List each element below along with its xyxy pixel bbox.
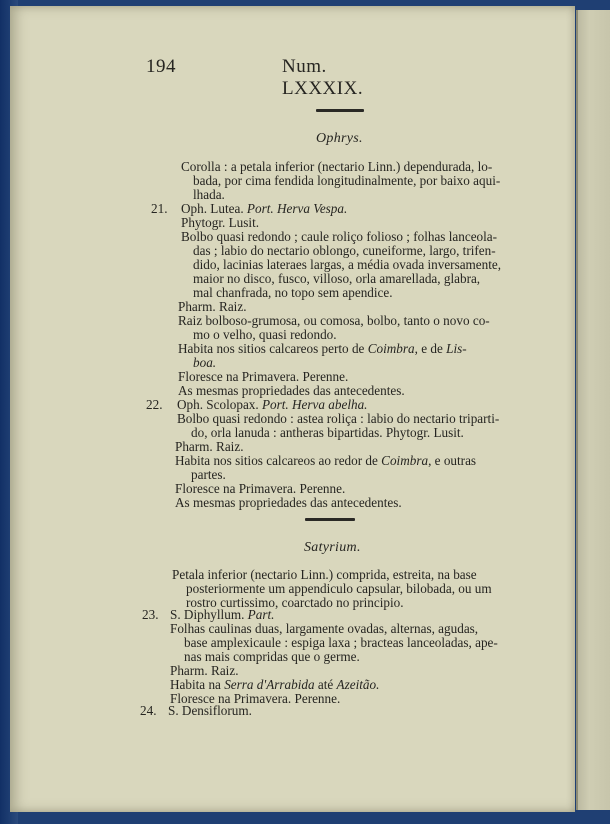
species-name: Oph. Scolopax. <box>177 397 259 412</box>
species-text-line: Phytogr. Lusit. <box>181 215 260 230</box>
page-number: 194 <box>146 56 176 77</box>
species-text-line: As mesmas propriedades das antecedentes. <box>175 495 402 510</box>
genus-description-line: bada, por cima fendida longitudinalmente, por baixo aqui- <box>193 173 501 188</box>
species-text-line: Bolbo quasi redondo : astea roliça : labio do nectario triparti- <box>177 411 500 426</box>
place-name: Coimbra <box>367 341 415 356</box>
common-name: Herva abelha. <box>292 397 368 412</box>
port-label: Port. <box>261 397 289 412</box>
port-label: Port. <box>246 201 274 216</box>
species-text-line: dido, lacinias lateraes largas, a média ovada inversamente, <box>193 257 502 272</box>
common-name: Herva Vespa. <box>276 201 348 216</box>
section-divider <box>316 109 364 112</box>
species-text-line: Pharm. Raiz. <box>170 663 239 678</box>
habitat-line: Habita nos sitios calcareos ao redor de Coimbra, e outras <box>175 453 477 468</box>
page-header <box>146 56 406 99</box>
species-entry-heading <box>168 703 252 718</box>
species-text-line: do, orla lanuda : antheras bipartidas. Phytogr. Lusit. <box>191 425 464 440</box>
genus-description-line: posteriormente um appendiculo capsular, bilobada, ou um <box>186 581 492 596</box>
species-text-line: das ; labio do nectario oblongo, cuneiforme, largo, trifen- <box>193 243 496 258</box>
genus-heading-ophrys: Ophrys. <box>316 131 363 146</box>
facing-page-edge <box>576 10 610 810</box>
species-entry-heading <box>170 607 274 622</box>
habitat-line: Habita na Serra d'Arrabida até Azeitão. <box>170 677 380 692</box>
species-text-line: mal chanfrada, no topo sem apendice. <box>193 285 393 300</box>
species-text-line: base amplexicaule : espiga laxa ; bracteas lanceoladas, ape- <box>184 635 498 650</box>
species-number: 21. <box>151 201 168 216</box>
species-text-line: Floresce na Primavera. Perenne. <box>175 481 346 496</box>
species-name: S. Diphyllum. <box>170 607 245 622</box>
port-label: Part. <box>247 607 275 622</box>
habitat-continuation: partes. <box>191 467 226 482</box>
species-entry-heading <box>181 201 347 216</box>
species-name: S. Densiflorum. <box>168 703 252 718</box>
species-number: 22. <box>146 397 163 412</box>
place-name: Lis- <box>446 341 467 356</box>
species-text-line: maior no disco, fusco, villoso, orla amarellada, glabra, <box>193 271 481 286</box>
section-divider <box>305 518 355 521</box>
place-name: Coimbra <box>381 453 429 468</box>
species-text-line: As mesmas propriedades das antecedentes. <box>178 383 405 398</box>
species-text-line: Floresce na Primavera. Perenne. <box>178 369 349 384</box>
genus-description-line: rostro curtissimo, coarctado no principio. <box>186 595 404 610</box>
genus-heading-satyrium: Satyrium. <box>304 540 361 555</box>
species-text-line: Raiz bolboso-grumosa, ou comosa, bolbo, tanto o novo co- <box>178 313 490 328</box>
place-name-continuation: boa. <box>193 355 217 370</box>
genus-description-line: Petala inferior (nectario Linn.) comprida, estreita, na base <box>172 567 477 582</box>
place-name: Azeitão. <box>336 677 380 692</box>
species-number: 23. <box>142 607 159 622</box>
habitat-line: Habita nos sitios calcareos perto de Coimbra, e de Lis- <box>178 341 467 356</box>
species-text-line: mo o velho, quasi redondo. <box>193 327 337 342</box>
genus-description-line: Corolla : a petala inferior (nectario Linn.) dependurada, lo- <box>181 159 493 174</box>
species-text-line: Floresce na Primavera. Perenne. <box>170 691 341 706</box>
species-number: 24. <box>140 703 157 718</box>
genus-description-line: lhada. <box>193 187 225 202</box>
species-text-line: Pharm. Raiz. <box>178 299 247 314</box>
species-name: Oph. Lutea. <box>181 201 244 216</box>
species-text-line: Folhas caulinas duas, largamente ovadas, alternas, agudas, <box>170 621 479 636</box>
species-entry-heading <box>177 397 367 412</box>
place-name: Serra d'Arrabida <box>224 677 315 692</box>
species-text-line: Pharm. Raiz. <box>175 439 244 454</box>
species-text-line: Bolbo quasi redondo ; caule roliço folioso ; folhas lanceola- <box>181 229 498 244</box>
species-text-line: nas mais compridas que o germe. <box>184 649 360 664</box>
running-title: Num. LXXXIX. <box>282 56 364 99</box>
